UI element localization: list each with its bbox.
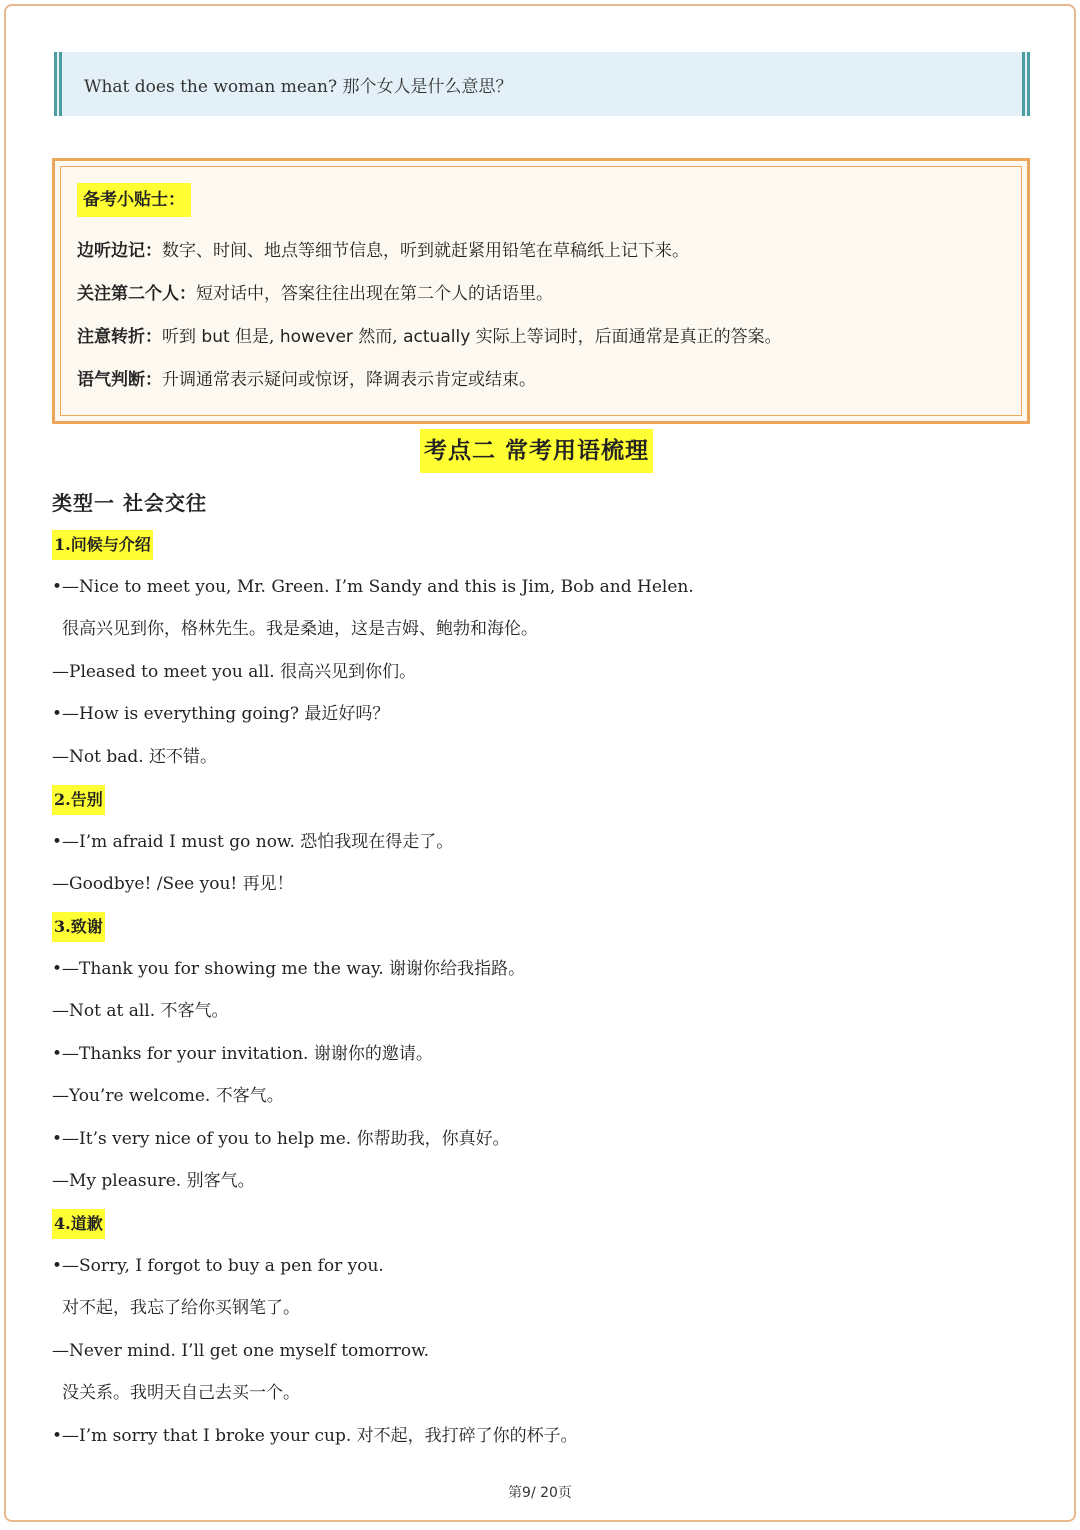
tip-text: 升调通常表示疑问或惊讶，降调表示肯定或结束。 — [162, 370, 536, 390]
dialogue-line: •—I’m sorry that I broke your cup. 对不起，我打碎了你的杯子。 — [52, 1426, 578, 1446]
tip-text-part: 听到 — [162, 327, 202, 347]
dialogue-line: —Not bad. 还不错。 — [52, 747, 218, 767]
subsection-heading: 2.告别 — [52, 785, 105, 815]
tips-title: 备考小贴士： — [77, 183, 191, 217]
exam-tips-box — [52, 158, 1030, 424]
tip-label: 关注第二个人： — [77, 284, 196, 304]
dialogue-line: —Goodbye! /See you! 再见！ — [52, 874, 294, 894]
type-heading: 类型一 社会交往 — [52, 491, 207, 515]
tip-text-part: 但是, — [229, 327, 280, 347]
tip-item — [77, 325, 782, 349]
tip-item — [77, 368, 536, 392]
dialogue-line: •—How is everything going? 最近好吗？ — [52, 704, 390, 724]
tip-keyword-but: but — [201, 327, 230, 347]
dialogue-line: —My pleasure. 别客气。 — [52, 1171, 255, 1191]
tip-keyword-actually: actually — [403, 327, 471, 347]
question-banner — [54, 52, 1030, 116]
dialogue-line: —Pleased to meet you all. 很高兴见到你们。 — [52, 662, 417, 682]
dialogue-line: —You’re welcome. 不客气。 — [52, 1086, 284, 1106]
page-number: 第9/ 20页 — [508, 1485, 572, 1501]
tip-label: 边听边记： — [77, 241, 162, 261]
dialogue-line: •—I’m afraid I must go now. 恐怕我现在得走了。 — [52, 832, 454, 852]
subsection-heading: 4.道歉 — [52, 1209, 105, 1239]
dialogue-line: •—Thanks for your invitation. 谢谢你的邀请。 — [52, 1044, 433, 1064]
subsection-heading: 3.致谢 — [52, 912, 105, 942]
dialogue-line: 很高兴见到你，格林先生。我是桑迪，这是吉姆、鲍勃和海伦。 — [62, 619, 538, 639]
section-title: 考点二 常考用语梳理 — [420, 429, 653, 473]
tip-label: 语气判断： — [77, 370, 162, 390]
dialogue-line: 对不起，我忘了给你买钢笔了。 — [62, 1298, 300, 1318]
tip-text-part: 然而, — [352, 327, 404, 347]
tip-label: 注意转折： — [77, 327, 162, 347]
dialogue-line: •—It’s very nice of you to help me. 你帮助我，你真好。 — [52, 1129, 510, 1149]
tip-item — [77, 239, 689, 263]
tip-text-part: 实际上等词时，后面通常是真正的答案。 — [470, 327, 782, 347]
dialogue-line: •—Thank you for showing me the way. 谢谢你给我指路。 — [52, 959, 526, 979]
dialogue-line: •—Nice to meet you, Mr. Green. I’m Sandy and this is Jim, Bob and Helen. — [52, 577, 694, 597]
question-text: What does the woman mean? 那个女人是什么意思？ — [84, 76, 513, 97]
tip-keyword-however: however — [279, 327, 353, 347]
dialogue-line: •—Sorry, I forgot to buy a pen for you. — [52, 1256, 384, 1276]
tip-text: 数字、时间、地点等细节信息，听到就赶紧用铅笔在草稿纸上记下来。 — [162, 241, 689, 261]
dialogue-line: —Not at all. 不客气。 — [52, 1001, 229, 1021]
tip-item — [77, 282, 553, 306]
dialogue-line: —Never mind. I’ll get one myself tomorrow. — [52, 1341, 430, 1361]
tip-text: 短对话中，答案往往出现在第二个人的话语里。 — [196, 284, 553, 304]
page — [4, 4, 1076, 1522]
dialogue-line: 没关系。我明天自己去买一个。 — [62, 1383, 300, 1403]
subsection-heading: 1.问候与介绍 — [52, 530, 153, 560]
